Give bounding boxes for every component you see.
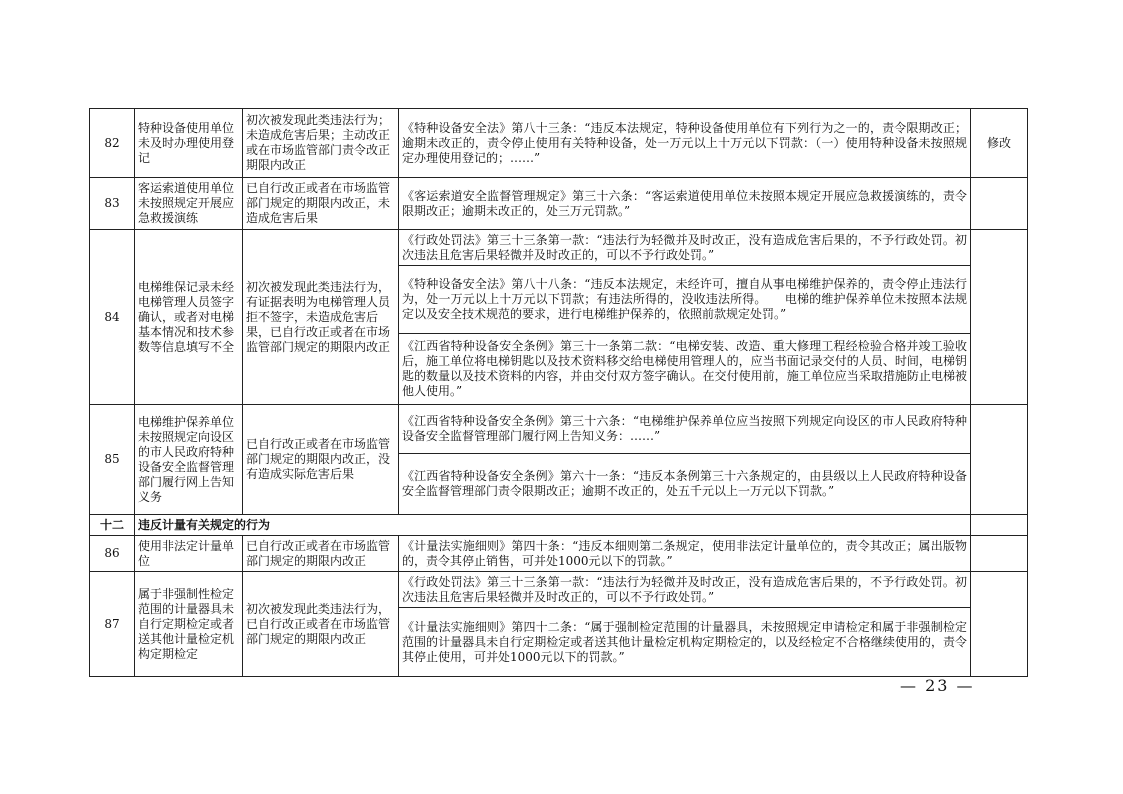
table-row: [90, 178, 1028, 230]
legal-basis: 《计量法实施细则》第四十二条：“属于强制检定范围的计量器具，未按照规定申请检定和属于非强制检定范围的计量器具未自行定期检定或者送其他计量检定机构定期检定的，以及经检定不合格继续使用的，责令其停止使用，可并处1000元以下的罚款。”: [399, 608, 971, 677]
row-number: 83: [90, 178, 135, 230]
remark: [971, 536, 1028, 572]
exemption-condition: 初次被发现此类违法行为，已自行改正或者在市场监管部门规定的期限内改正: [243, 572, 399, 677]
section-remark: [971, 515, 1028, 536]
exemption-condition: 初次被发现此类违法行为；未造成危害后果；主动改正或在市场监管部门责令改正期限内改正: [243, 109, 399, 178]
violation-case: 客运索道使用单位未按照规定开展应急救援演练: [135, 178, 243, 230]
remark: 修改: [971, 109, 1028, 178]
violation-case: 电梯维保记录未经电梯管理人员签字确认，或者对电梯基本情况和技术参数等信息填写不全: [135, 230, 243, 405]
table-row: [90, 536, 1028, 572]
exemption-condition: 已自行改正或者在市场监管部门规定的期限内改正，没有造成实际危害后果: [243, 405, 399, 515]
table-row: [90, 572, 1028, 608]
remark: [971, 405, 1028, 515]
row-number: 84: [90, 230, 135, 405]
page-number: — 23 —: [900, 676, 975, 695]
table-row: [90, 230, 1028, 266]
legal-basis: 《计量法实施细则》第四十条：“违反本细则第二条规定，使用非法定计量单位的，责令其改正；属出版物的，责令其停止销售，可并处1000元以下的罚款。”: [399, 536, 971, 572]
row-number: 87: [90, 572, 135, 677]
table-row: [90, 109, 1028, 178]
exemption-condition: 初次被发现此类违法行为，有证据表明为电梯管理人员拒不签字，未造成危害后果，已自行改正或者在市场监管部门规定的期限内改正: [243, 230, 399, 405]
legal-basis: 《行政处罚法》第三十三条第一款：“违法行为轻微并及时改正，没有造成危害后果的，不予行政处罚。初次违法且危害后果轻微并及时改正的，可以不予行政处罚。”: [399, 572, 971, 608]
section-number: 十二: [90, 515, 135, 536]
violation-case: 属于非强制性检定范围的计量器具未自行定期检定或者送其他计量检定机构定期检定: [135, 572, 243, 677]
legal-basis: 《特种设备安全法》第八十八条：“违反本法规定，未经许可，擅自从事电梯维护保养的，责令停止违法行为，处一万元以上十万元以下罚款；有违法所得的，没收违法所得。 电梯的维护保养单位未按照本法规定以及安全技术规范的要求，进行电梯维护保养的，依照前款规定处罚。”: [399, 266, 971, 334]
legal-basis: 《特种设备安全法》第八十三条：“违反本法规定，特种设备使用单位有下列行为之一的，责令限期改正；逾期未改正的，责令停止使用有关特种设备，处一万元以上十万元以下罚款：（一）使用特种设备未按照规定办理使用登记的；……”: [399, 109, 971, 178]
legal-basis: 《江西省特种设备安全条例》第三十一条第二款：“电梯安装、改造、重大修理工程经检验合格并竣工验收后，施工单位将电梯钥匙以及技术资料移交给电梯使用管理人的，应当书面记录交付的人员、时间，电梯钥匙的数量以及技术资料的内容，并由交付双方签字确认。在交付使用前，施工单位应当采取措施防止电梯被他人使用。”: [399, 334, 971, 405]
section-header: [90, 515, 1028, 536]
section-title: 违反计量有关规定的行为: [135, 515, 971, 536]
violation-case: 特种设备使用单位未及时办理使用登记: [135, 109, 243, 178]
violation-case: 电梯维护保养单位未按照规定向设区的市人民政府特种设备安全监督管理部门履行网上告知义务: [135, 405, 243, 515]
remark: [971, 230, 1028, 405]
legal-basis: 《客运索道安全监督管理规定》第三十六条：“客运索道使用单位未按照本规定开展应急救援演练的，责令限期改正；逾期未改正的，处三万元罚款。”: [399, 178, 971, 230]
row-number: 86: [90, 536, 135, 572]
remark: [971, 572, 1028, 677]
row-number: 82: [90, 109, 135, 178]
violation-case: 使用非法定计量单位: [135, 536, 243, 572]
legal-basis: 《行政处罚法》第三十三条第一款：“违法行为轻微并及时改正，没有造成危害后果的，不予行政处罚。初次违法且危害后果轻微并及时改正的，可以不予行政处罚。”: [399, 230, 971, 266]
legal-basis: 《江西省特种设备安全条例》第三十六条：“电梯维护保养单位应当按照下列规定向设区的市人民政府特种设备安全监督管理部门履行网上告知义务：……”: [399, 405, 971, 454]
exemption-condition: 已自行改正或者在市场监管部门规定的期限内改正: [243, 536, 399, 572]
table-row: [90, 405, 1028, 454]
regulation-table: [89, 108, 1028, 677]
remark: [971, 178, 1028, 230]
row-number: 85: [90, 405, 135, 515]
exemption-condition: 已自行改正或者在市场监管部门规定的期限内改正，未造成危害后果: [243, 178, 399, 230]
legal-basis: 《江西省特种设备安全条例》第六十一条：“违反本条例第三十六条规定的，由县级以上人民政府特种设备安全监督管理部门责令限期改正；逾期不改正的，处五千元以上一万元以下罚款。”: [399, 454, 971, 515]
